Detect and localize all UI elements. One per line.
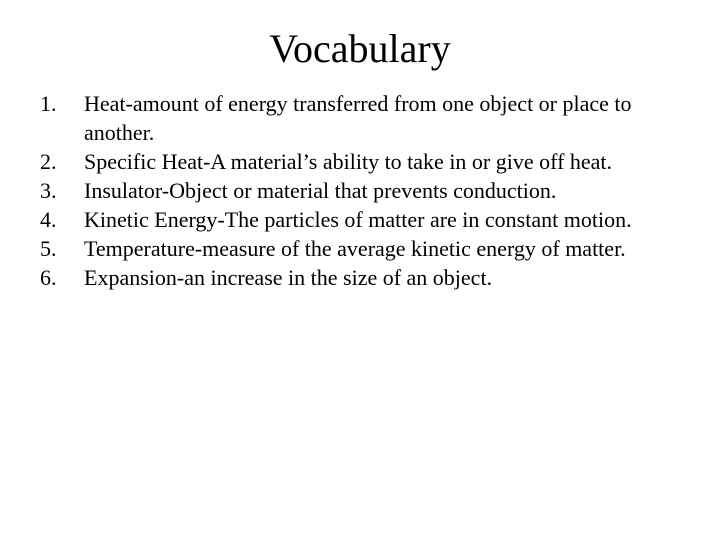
list-item-number: 2. [40, 149, 57, 174]
list-item-text: Temperature-measure of the average kinetic energy of matter. [84, 236, 626, 261]
list-item [40, 263, 690, 292]
list-item-text: Expansion-an increase in the size of an object. [84, 265, 493, 290]
list-item [40, 234, 690, 263]
list-item [40, 205, 690, 234]
list-item-text: Kinetic Energy-The particles of matter are in constant motion. [84, 207, 632, 232]
vocabulary-list [40, 89, 690, 292]
list-item [40, 89, 690, 147]
list-item-text: Insulator-Object or material that prevents conduction. [84, 178, 557, 203]
list-item-number: 5. [40, 236, 57, 261]
list-item-number: 6. [40, 265, 57, 290]
list-item-number: 1. [40, 91, 57, 116]
list-item-text: Specific Heat-A material’s ability to take in or give off heat. [84, 149, 613, 174]
list-item [40, 176, 690, 205]
list-item-number: 3. [40, 178, 57, 203]
list-item [40, 147, 690, 176]
list-item-text: Heat-amount of energy transferred from one object or place to another. [84, 91, 632, 145]
slide-title: Vocabulary [269, 26, 451, 71]
list-item-number: 4. [40, 207, 57, 232]
